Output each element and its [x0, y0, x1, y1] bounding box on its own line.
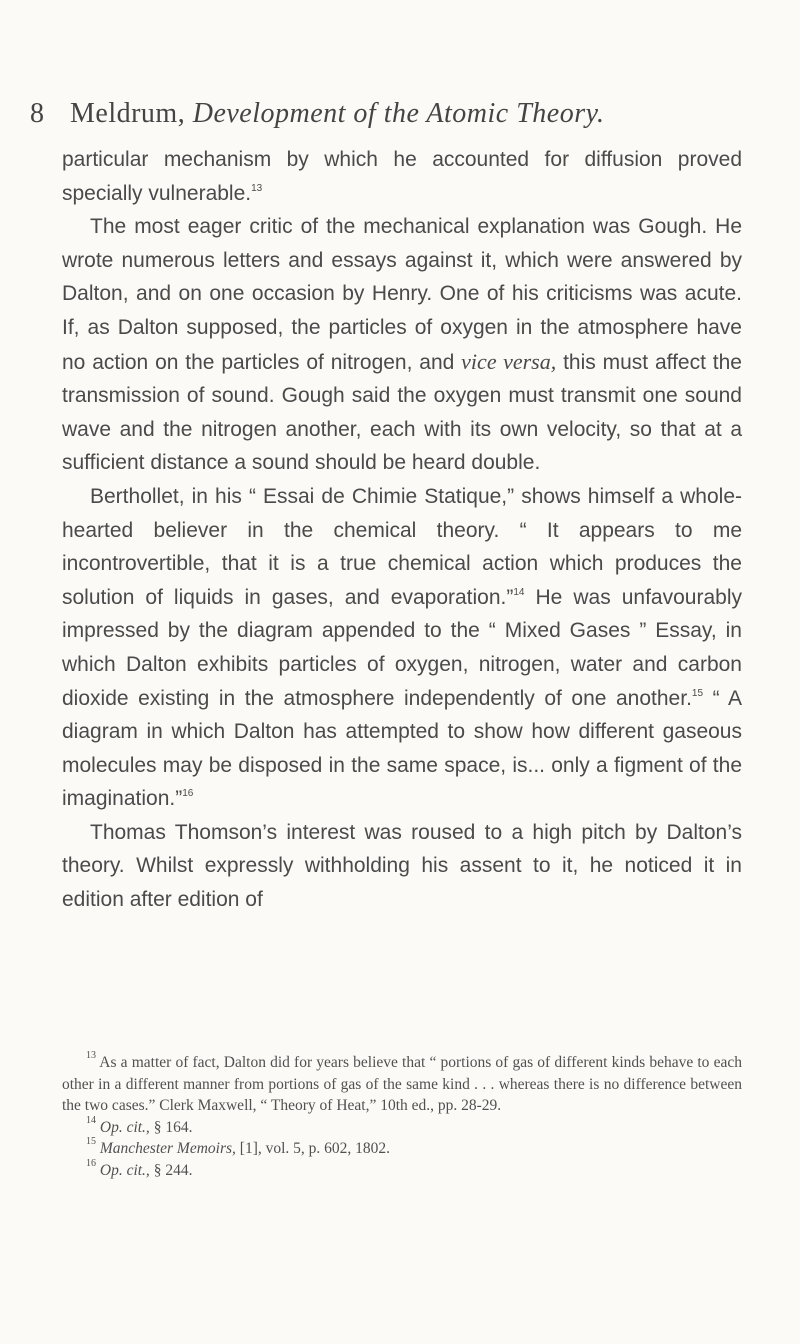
footnotes [62, 1052, 742, 1181]
paragraph-3-part-a: Berthollet, in his “ Essai de Chimie Statique,” shows himself a whole-hearted believer in the chemical theory. “ It appears to me incontrovertible, that it is a true chemical action which produces the solution of liquids in gases, and evaporation.” [62, 484, 742, 609]
paragraph-4-text: Thomas Thomson’s interest was roused to a high pitch by Dalton’s theory. Whilst expressly withholding his assent to it, he noticed it in edition after edition of [62, 820, 742, 912]
body-text [62, 143, 742, 917]
footnote-ref-15[interactable]: 15 [691, 687, 704, 699]
footnote-ref-13[interactable]: 13 [251, 182, 263, 194]
footnote-16 [62, 1157, 742, 1182]
footnote-16-text: § 244. [149, 1161, 193, 1179]
footnote-15-italic: Manchester Memoirs, [99, 1140, 236, 1157]
paragraph-3-part-c: “ A diagram in which Dalton has attempted to show how different gaseous molecules may be disposed in the same space, is... only a figment of the imagination.” [62, 686, 742, 811]
running-header [30, 98, 770, 130]
footnote-ref-16[interactable]: 16 [182, 788, 194, 800]
page-number: 8 [30, 98, 45, 129]
footnote-16-number: 16 [86, 1157, 96, 1169]
footnote-13 [62, 1052, 742, 1117]
paragraph-4 [62, 816, 742, 917]
paragraph-1-text: particular mechanism by which he accounted for diffusion proved specially vulnerable. [62, 148, 742, 205]
paragraph-3 [62, 480, 742, 816]
footnote-14-number: 14 [86, 1114, 96, 1126]
footnote-14 [62, 1114, 742, 1139]
paragraph-2 [62, 210, 742, 480]
paragraph-3-part-b: He was unfavourably impressed by the diagram appended to the “ Mixed Gases ” Essay, in which Dalton exhibits particles of oxygen, nitrogen, water and carbon dioxide existing in the atmosphere independently of one another. [62, 585, 742, 710]
footnote-14-text: § 164. [149, 1118, 193, 1136]
footnote-15 [62, 1138, 742, 1160]
paragraph-2-part-b: this must affect the transmission of sound. Gough said the oxygen must transmit one sound wave and the nitrogen another, each with its own velocity, so that at a sufficient distance a sound should be heard double. [62, 350, 742, 475]
footnote-14-italic: Op. cit., [99, 1118, 150, 1136]
running-author: Meldrum, [70, 98, 186, 129]
footnote-16-italic: Op. cit., [99, 1161, 150, 1179]
paragraph-2-italic: vice versa, [461, 348, 557, 374]
footnote-13-text: As a matter of fact, Dalton did for years believe that “ portions of gas of different kinds behave to each other in a different manner from portions of gas of the same kind . . . whereas there is no difference between the two cases.” Clerk Maxwell, “ Theory of Heat,” 10th ed., pp. 28-29. [62, 1054, 742, 1114]
footnote-ref-14[interactable]: 14 [513, 586, 525, 598]
running-title: Development of the Atomic Theory. [192, 98, 605, 129]
paragraph-1 [62, 143, 742, 210]
paragraph-2-part-a: The most eager critic of the mechanical explanation was Gough. He wrote numerous letters and essays against it, which were answered by Dalton, and on one occasion by Henry. One of his criticisms was acute. If, as Dalton supposed, the particles of oxygen in the atmosphere have no action on the particles of nitrogen, and [62, 215, 742, 374]
footnote-15-number: 15 [86, 1136, 96, 1147]
footnote-13-number: 13 [86, 1050, 96, 1061]
footnote-15-text: [1], vol. 5, p. 602, 1802. [235, 1140, 391, 1157]
